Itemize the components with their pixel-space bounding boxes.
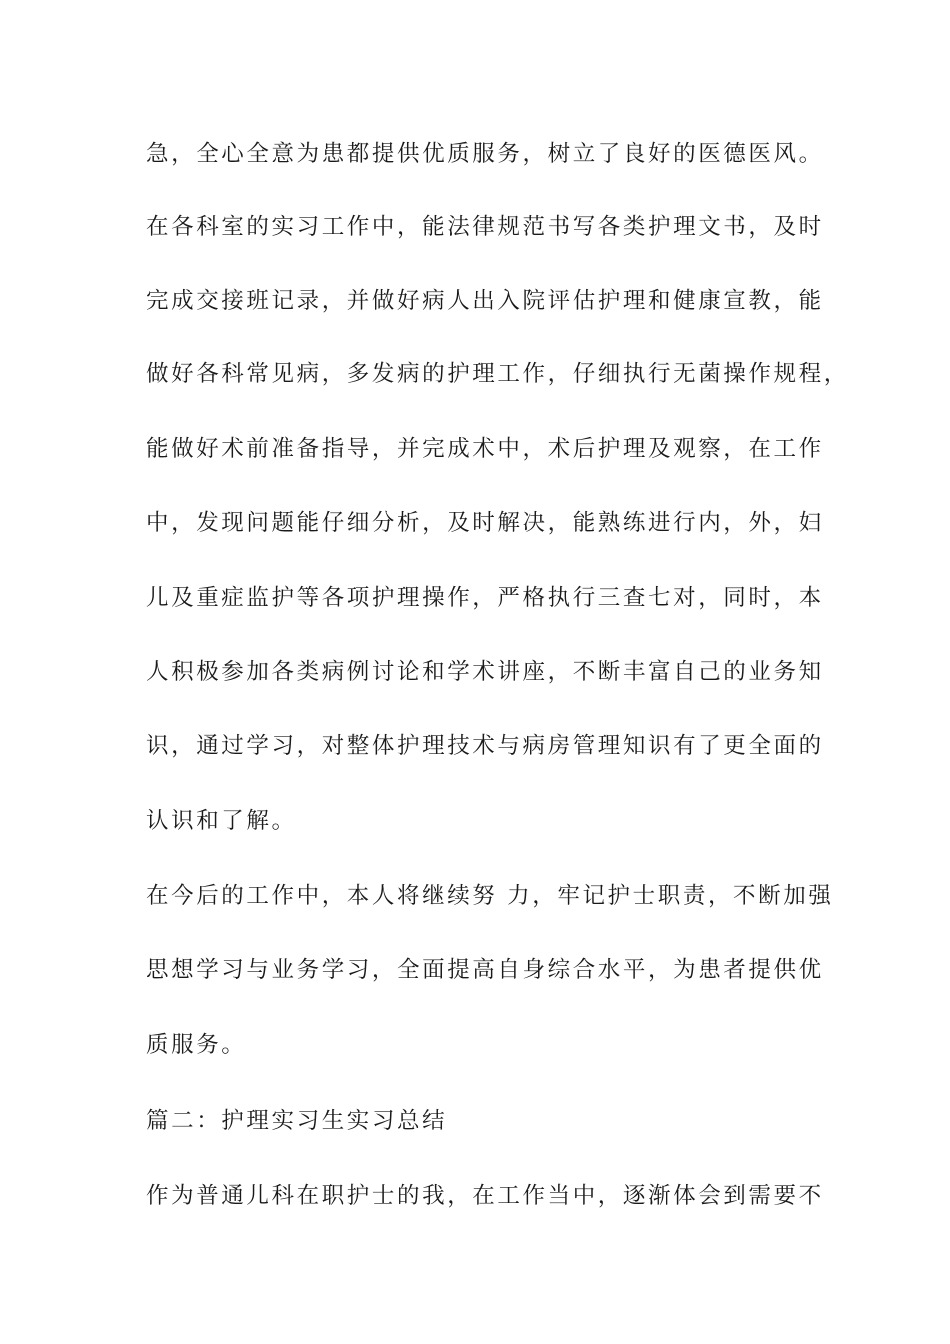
text-line: 人积极参加各类病例讨论和学术讲座，不断丰富自己的业务知 [146,659,824,685]
text-line: 认识和了解。 [146,808,297,834]
text-line: 做好各科常见病，多发病的护理工作，仔细执行无菌操作规程， [146,361,849,387]
section-heading: 篇二：护理实习生实习总结 [146,1108,448,1134]
text-line: 能做好术前准备指导，并完成术中，术后护理及观察，在工作 [146,436,824,462]
text-line: 完成交接班记录，并做好病人出入院评估护理和健康宣教，能 [146,288,824,314]
text-line: 急，全心全意为患都提供优质服务，树立了良好的医德医风。 [146,141,824,167]
text-line: 中，发现问题能仔细分析，及时解决，能熟练进行内，外，妇 [146,510,824,536]
text-line: 质服务。 [146,1032,247,1058]
text-line: 识，通过学习，对整体护理技术与病房管理知识有了更全面的 [146,733,824,759]
text-line: 在今后的工作中，本人将继续努 力，牢记护士职责，不断加强 [146,883,834,909]
text-line: 在各科室的实习工作中，能法律规范书写各类护理文书，及时 [146,214,824,240]
text-line: 作为普通儿科在职护士的我，在工作当中，逐渐体会到需要不 [146,1183,824,1209]
text-line: 儿及重症监护等各项护理操作，严格执行三查七对，同时，本 [146,585,824,611]
text-line: 思想学习与业务学习，全面提高自身综合水平，为患者提供优 [146,957,824,983]
